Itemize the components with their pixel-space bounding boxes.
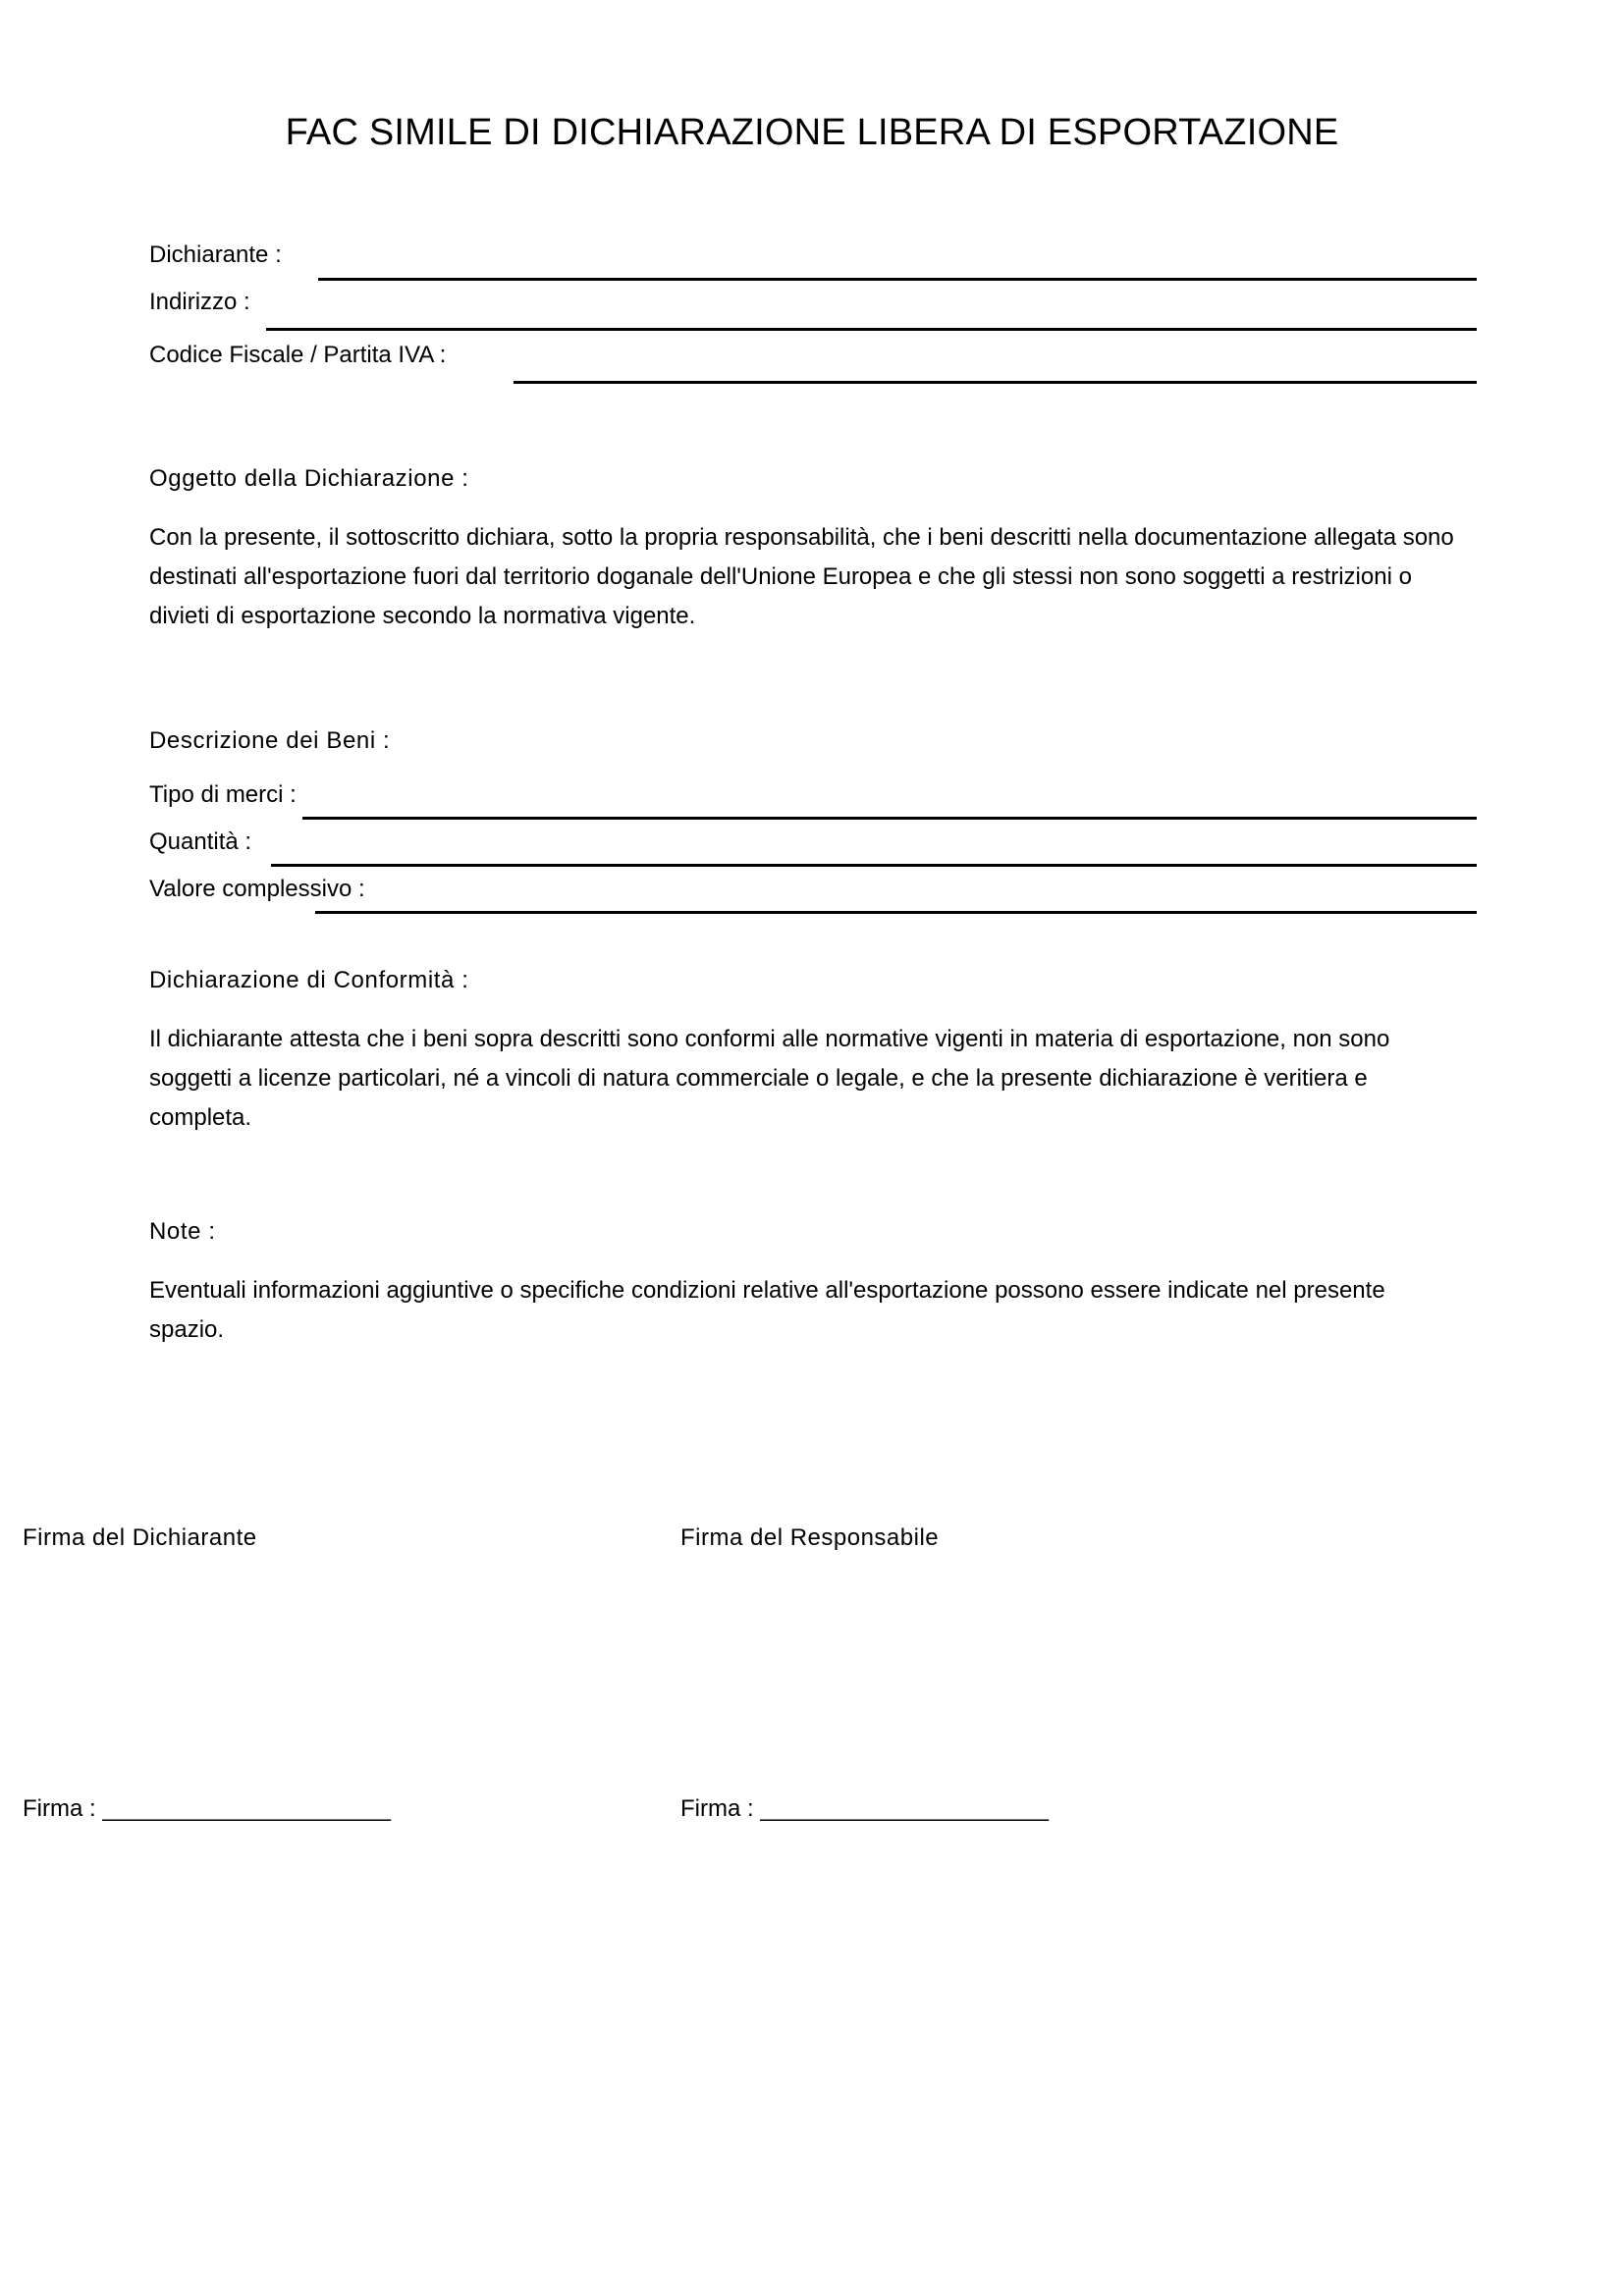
notes-heading-wrap [149, 1217, 1477, 1247]
label-dichiarante: Dichiarante : [149, 241, 282, 268]
goods-heading: Descrizione dei Beni : [149, 727, 391, 754]
signature-caption-responsible: Firma del Responsabile [680, 1524, 940, 1551]
notes-body: Eventuali informazioni aggiuntive o specifiche condizioni relative all'esportazione possono essere indicate nel presente spazio. [149, 1277, 1385, 1343]
goods-heading-wrap [149, 726, 1477, 756]
subject-body: Con la presente, il sottoscritto dichiara, sotto la propria responsabilità, che i beni descritti nella documentazione allegata sono destinati all'esportazione fuori dal territorio doganale dell'Unione Europea e che gli stessi non sono soggetti a restrizioni o divieti di esportazione secondo la normativa vigente. [149, 524, 1454, 629]
subject-section [149, 464, 1477, 494]
subject-body-wrap [149, 518, 1455, 636]
field-row-dichiarante [149, 240, 1477, 288]
notes-heading: Note : [149, 1218, 216, 1245]
field-row-indirizzo [149, 288, 1477, 341]
field-row-tipo-merci [149, 780, 1477, 828]
conformity-heading-wrap [149, 966, 1477, 995]
label-tipo-merci: Tipo di merci : [149, 781, 297, 808]
signature-line-declarant[interactable]: Firma : ______________________ [23, 1795, 391, 1822]
label-indirizzo: Indirizzo : [149, 289, 250, 315]
page-title: FAC SIMILE DI DICHIARAZIONE LIBERA DI ESPORTAZIONE [285, 112, 1339, 153]
conformity-body-wrap [149, 1020, 1445, 1138]
input-line-dichiarante[interactable] [318, 278, 1477, 281]
label-codice-fiscale: Codice Fiscale / Partita IVA : [149, 342, 447, 368]
subject-heading: Oggetto della Dichiarazione : [149, 465, 469, 492]
conformity-body: Il dichiarante attesta che i beni sopra descritti sono conformi alle normative vigenti in materia di esportazione, non sono soggetti a licenze particolari, né a vincoli di natura commerciale o legale, e che la presente dichiarazione è veritiera e completa. [149, 1026, 1390, 1131]
conformity-heading: Dichiarazione di Conformità : [149, 967, 469, 993]
input-line-quantita[interactable] [271, 864, 1477, 867]
notes-body-wrap [149, 1271, 1455, 1350]
input-line-indirizzo[interactable] [266, 328, 1477, 331]
signature-caption-declarant: Firma del Dichiarante [23, 1524, 257, 1551]
field-row-valore [149, 875, 1477, 922]
field-row-codice-fiscale [149, 341, 1477, 394]
label-quantita: Quantità : [149, 828, 252, 855]
signature-line-responsible[interactable]: Firma : ______________________ [680, 1795, 1049, 1822]
field-row-quantita [149, 828, 1477, 875]
input-line-codice-fiscale[interactable] [514, 381, 1477, 384]
input-line-tipo-merci[interactable] [302, 817, 1477, 820]
label-valore-complessivo: Valore complessivo : [149, 876, 365, 902]
declarant-fields-group [149, 240, 1477, 394]
goods-fields-group [149, 780, 1477, 922]
input-line-valore[interactable] [315, 911, 1477, 914]
